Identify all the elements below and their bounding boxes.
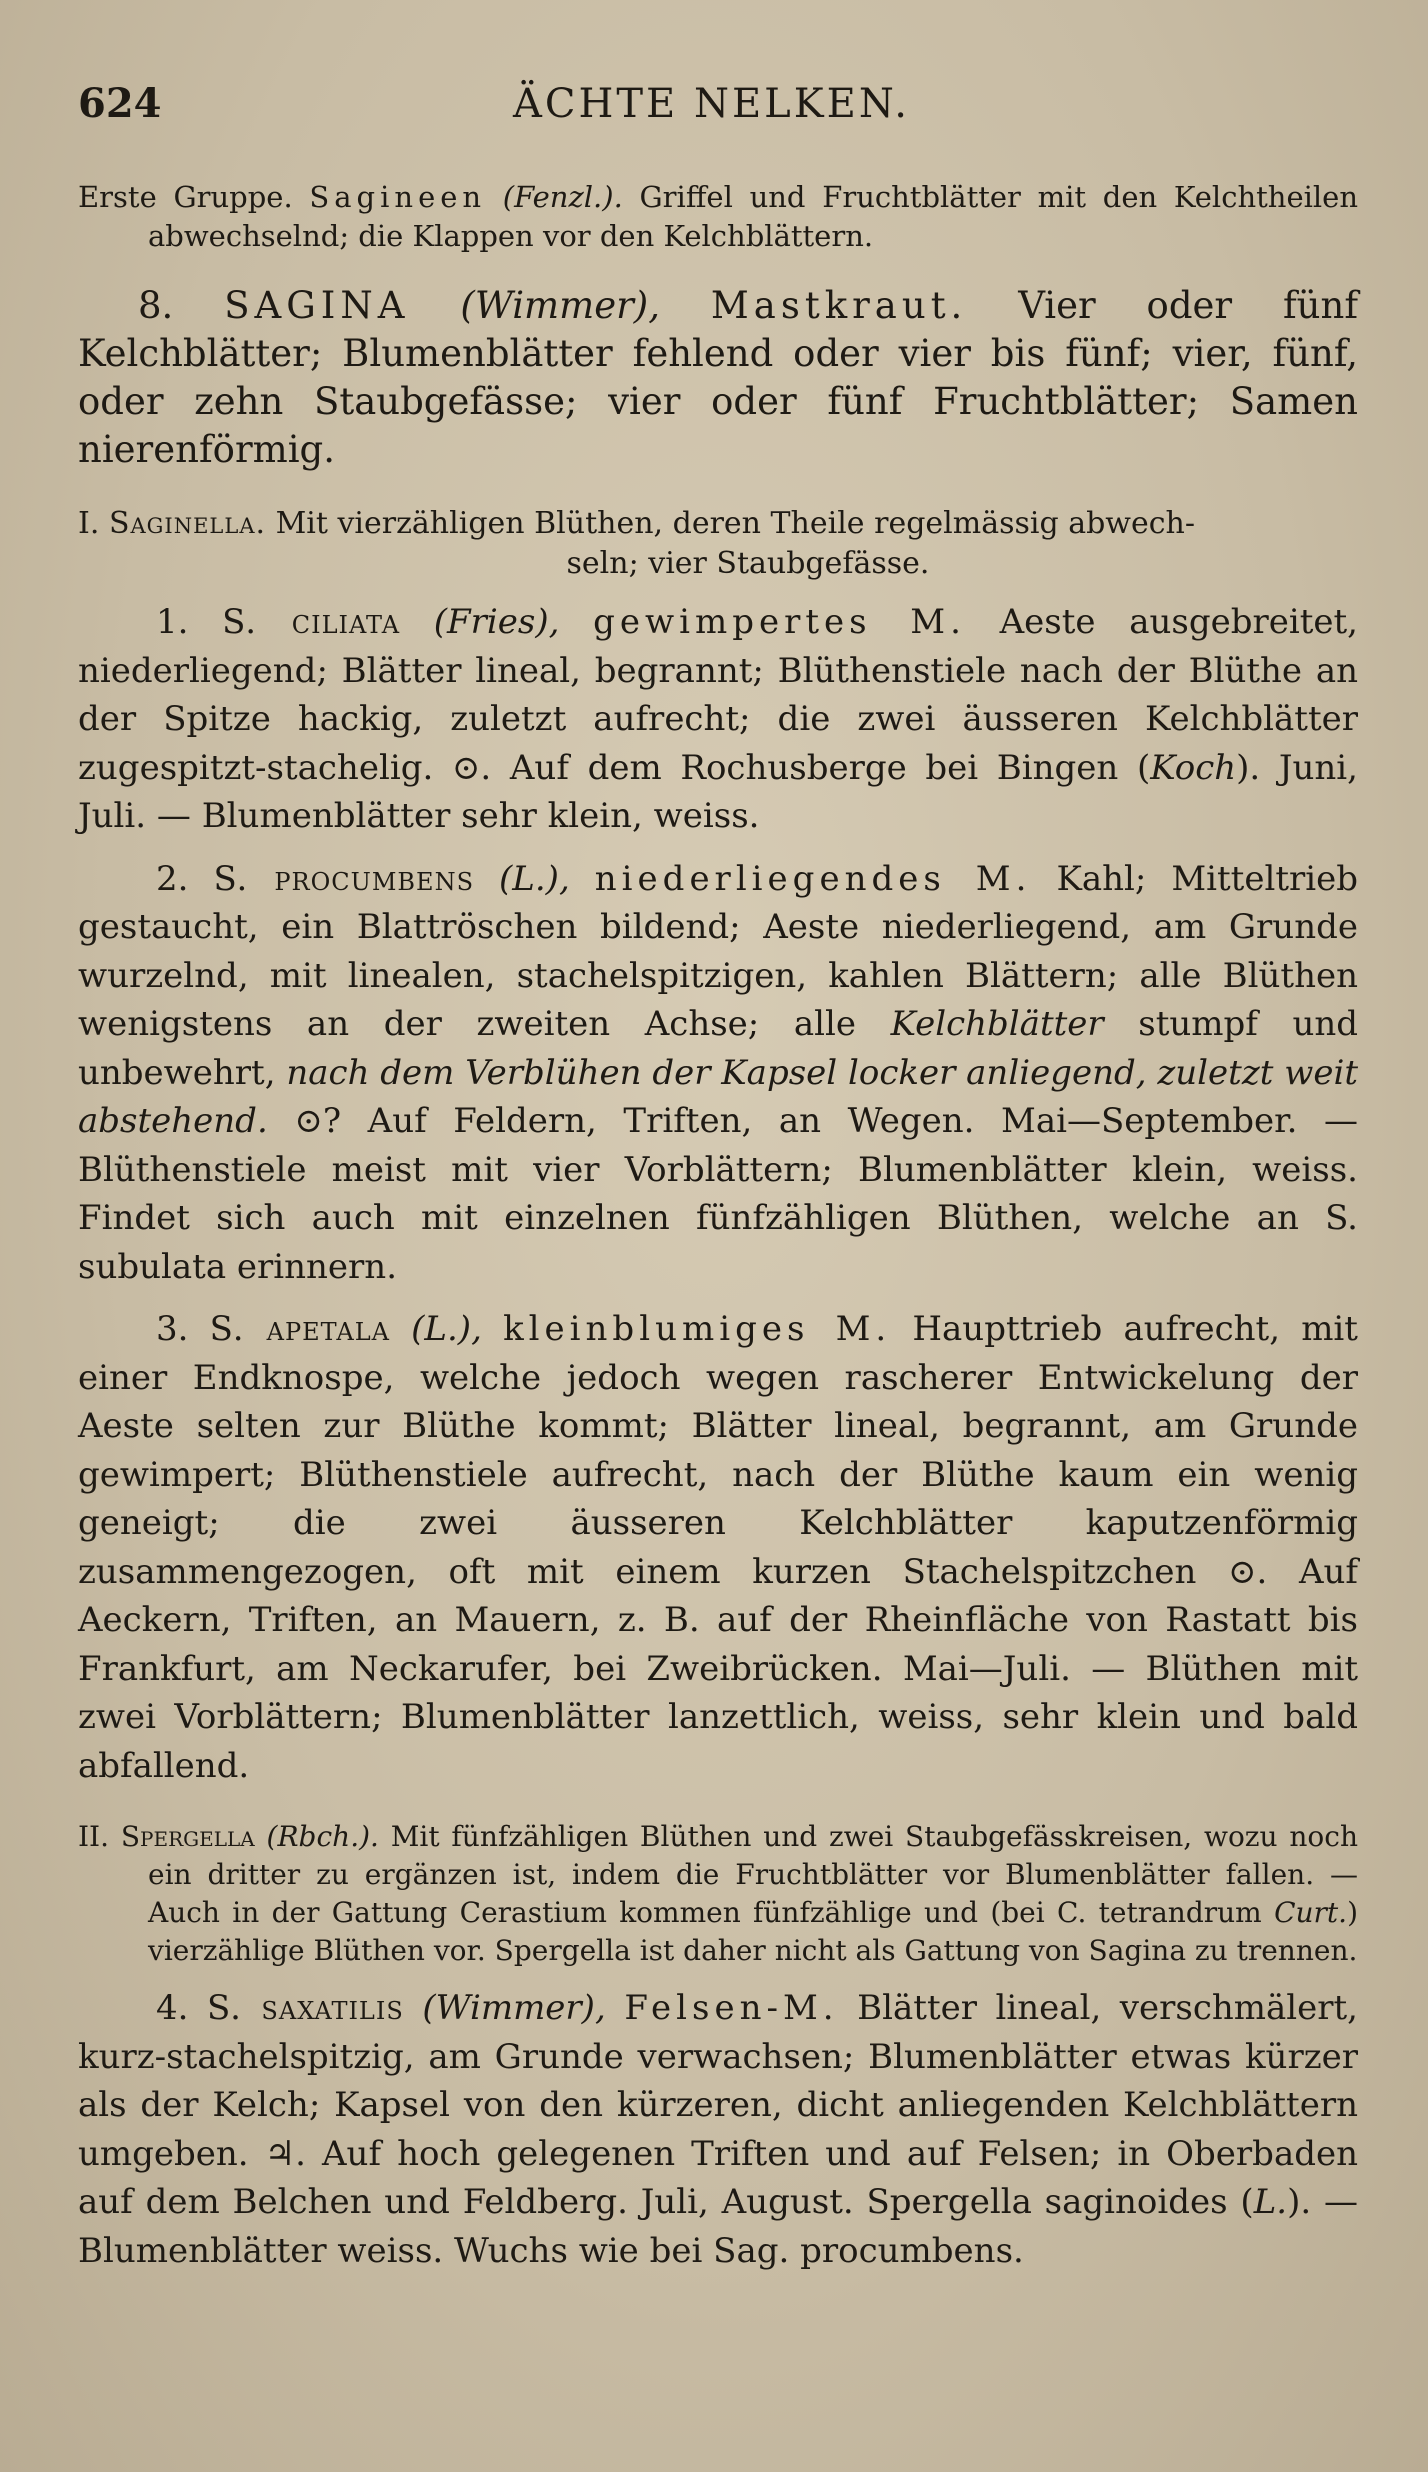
species-common-name: kleinblumiges M. <box>503 1309 892 1349</box>
species-number: 4. <box>156 1988 189 2028</box>
section-text-end: ) vierzählige Blüthen vor. Spergella ist daher nicht als Gattung von Sagina zu trennen. <box>148 1896 1358 1967</box>
section-text-continued: seln; vier Staubgefässe. <box>566 546 930 581</box>
species-number: 1. <box>156 602 189 642</box>
species-author: (Wimmer), <box>422 1988 606 2028</box>
running-title: ÄCHTE NELKEN. <box>513 81 910 127</box>
section-number: I. <box>78 506 100 541</box>
species-reference: L. <box>1253 2182 1288 2222</box>
genus-common-name: Mastkraut. <box>710 284 968 327</box>
species-entry <box>78 1984 1358 2275</box>
species-common-name: gewimpertes M. <box>593 602 966 642</box>
species-text: Haupttrieb aufrecht, mit einer Endknospe, welche jedoch wegen rascherer Entwickelung der Aeste selten zur Blüthe kommt; Blätter lineal, begrannt, am Grunde gewimpert; Blüthenstiele aufrecht, nach der Blüthe kaum ein wenig geneigt; die zwei äusseren Kelchblätter kaputzenförmig zusammengezogen, oft mit einem kurzen Stachelspitzchen ⊙. Auf Aeckern, Triften, an Mauern, z. B. auf der Rheinfläche von Rastatt bis Frankfurt, am Neckarufer, bei Zweibrücken. Mai—Juli. — Blüthen mit zwei Vorblättern; Blumenblätter lanzettlich, weiss, sehr klein und bald abfallend. <box>78 1309 1358 1786</box>
group-author: (Fenzl.). <box>502 180 623 214</box>
genus-author: (Wimmer), <box>460 284 661 327</box>
species-text-end: ⊙? Auf Feldern, Triften, an Wegen. Mai—September. — Blüthenstiele meist mit vier Vorblättern; Blumenblätter klein, weiss. Findet sich auch mit einzelnen fünfzähligen Blüthen, welche an S. subulata erinnern. <box>78 1101 1358 1287</box>
species-text-end: ). — Blumenblätter weiss. Wuchs wie bei Sag. procumbens. <box>78 2182 1358 2271</box>
species-name: S. ciliata <box>222 602 401 642</box>
species-name: S. apetala <box>209 1309 390 1349</box>
genus-description <box>78 282 1358 474</box>
species-text: Kahl; Mitteltrieb gestaucht, ein Blattröschen bildend; Aeste niederliegend, am Grunde wurzelnd, mit linealen, stachelspitzigen, kahlen Blättern; alle Blüthen wenigstens an der zweiten Achse; alle <box>78 858 1359 1044</box>
section-number: II. <box>78 1820 110 1853</box>
species-text-mid: stumpf und unbewehrt, <box>78 1004 1359 1093</box>
species-italic-term: Kelchblätter <box>890 1004 1104 1044</box>
species-text-end: ). Juni, Juli. — Blumenblätter sehr klein, weiss. <box>78 747 1358 836</box>
species-number: 2. <box>156 858 189 899</box>
section-name: Saginella. <box>108 506 267 541</box>
species-author: (L.), <box>499 858 570 899</box>
group-label: Erste Gruppe. <box>78 180 293 214</box>
genus-number: 8. <box>138 284 174 327</box>
section-text: Mit fünfzähligen Blüthen und zwei Staubgefässkreisen, wozu noch ein dritter zu ergänzen ist, indem die Fruchtblätter vor Blumenblätter fallen. — Auch in der Gattung Cerastium kommen fünfzählige und (bei C. tetrandrum <box>148 1820 1358 1929</box>
species-name: S. procumbens <box>213 858 475 899</box>
species-number: 3. <box>156 1309 189 1349</box>
section-heading-saginella <box>78 504 1358 584</box>
genus-text: Vier oder fünf Kelchblätter; Blumenblätter fehlend oder vier bis fünf; vier, fünf, oder zehn Staubgefässe; vier oder fünf Fruchtblätter; Samen nierenförmig. <box>78 284 1359 471</box>
species-name: S. saxatilis <box>207 1988 404 2028</box>
species-entry <box>78 598 1358 841</box>
section-author: (Rbch.). <box>266 1820 379 1853</box>
species-common-name: Felsen-M. <box>624 1988 839 2028</box>
species-author: (Fries), <box>433 602 560 642</box>
species-text: Blätter lineal, verschmälert, kurz-stachelspitzig, am Grunde verwachsen; Blumenblätter etwas kürzer als der Kelch; Kapsel von den kürzeren, dicht anliegenden Kelchblättern umgeben. ♃. Auf hoch gelegenen Triften und auf Felsen; in Oberbaden auf dem Belchen und Feldberg. Juli, August. Spergella saginoides ( <box>78 1988 1358 2222</box>
group-text: Griffel und Fruchtblätter mit den Kelchtheilen abwechselnd; die Klappen vor den Kelchblättern. <box>148 180 1359 253</box>
species-common-name: niederliegendes M. <box>594 858 1032 899</box>
section-name: Spergella <box>120 1820 255 1853</box>
species-author: (L.), <box>411 1309 482 1349</box>
group-heading <box>78 178 1358 256</box>
species-reference: Koch <box>1150 747 1237 788</box>
group-name: Sagineen <box>309 180 487 214</box>
page-number: 624 <box>78 80 162 127</box>
species-text: Aeste ausgebreitet, niederliegend; Blätter lineal, begrannt; Blüthenstiele nach der Blüthe an der Spitze hackig, zuletzt aufrecht; die zwei äusseren Kelchblätter zugespitzt-stachelig. ⊙. Auf dem Rochusberge bei Bingen ( <box>78 602 1358 788</box>
page-header <box>78 80 1358 150</box>
species-entry <box>78 1305 1358 1790</box>
species-entry <box>78 855 1358 1292</box>
genus-name: SAGINA <box>224 284 410 327</box>
section-text: Mit vierzähligen Blüthen, deren Theile regelmässig abwech- <box>275 506 1195 541</box>
section-heading-spergella <box>78 1818 1358 1970</box>
species-italic-phrase: nach dem Verblühen der Kapsel locker anliegend, zuletzt weit abstehend. <box>78 1052 1359 1141</box>
section-reference: Curt. <box>1274 1896 1348 1929</box>
